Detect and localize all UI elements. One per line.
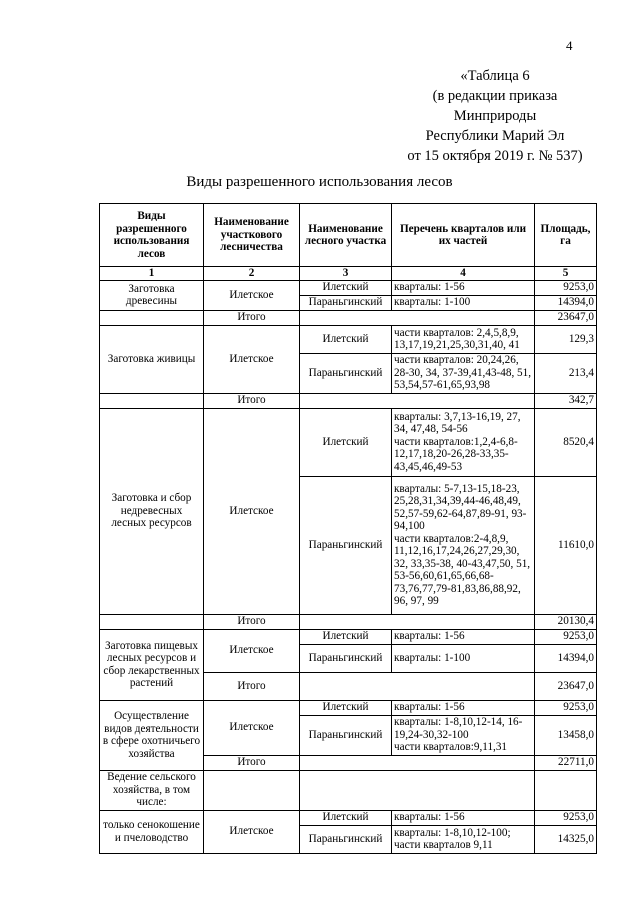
total-area: 22711,0 <box>535 755 597 770</box>
total-area: 342,7 <box>535 393 597 408</box>
plot-cell: Илетский <box>300 280 392 295</box>
empty-cell <box>300 614 535 629</box>
table-row <box>100 770 597 810</box>
table-row <box>100 810 597 825</box>
col-number: 5 <box>535 267 597 281</box>
quarters-cell: кварталы: 1-56 <box>392 700 535 715</box>
empty-cell <box>100 614 204 629</box>
plot-cell: Илетский <box>300 629 392 644</box>
total-label: Итого <box>204 393 300 408</box>
quarters-cell <box>392 408 535 476</box>
quarters-cell: кварталы: 1-56 <box>392 280 535 295</box>
caption-line: Минприроды <box>453 108 537 124</box>
caption-line: от 15 октября 2019 г. № 537) <box>407 148 583 164</box>
quarters-text: кварталы: 1-8,10,12-14, 16-19,24-30,32-100 <box>394 716 523 741</box>
quarters-cell <box>392 476 535 614</box>
empty-cell <box>100 310 204 325</box>
forestry-cell: Илетское <box>204 629 300 672</box>
page-number: 4 <box>566 38 573 53</box>
col-number: 2 <box>204 267 300 281</box>
col-number: 4 <box>392 267 535 281</box>
table-row <box>100 325 597 353</box>
total-area: 23647,0 <box>535 672 597 700</box>
quarters-cell: кварталы: 1-56 <box>392 810 535 825</box>
total-label: Итого <box>204 755 300 770</box>
plot-cell: Илетский <box>300 700 392 715</box>
plot-cell: Параньгинский <box>300 825 392 853</box>
area-cell: 9253,0 <box>535 629 597 644</box>
use-type-cell: только сенокошение и пчеловодство <box>100 810 204 853</box>
column-number-row <box>100 267 597 281</box>
quarter-parts-text: части кварталов:2-4,8,9, 11,12,16,17,24,26,27,29,30, 32, 33,35-38, 40-43,47,50, 51, 53-56,60,61,65,66,68-73,76,77,79-81,83,86,88,92, 96, 97, 99 <box>394 532 531 607</box>
total-area: 23647,0 <box>535 310 597 325</box>
quarter-parts-text: части кварталов:1,2,4-6,8-12,17,18,20-26,28-33,35-43,45,46,49-53 <box>394 435 518 473</box>
plot-cell: Параньгинский <box>300 295 392 310</box>
plot-cell: Илетский <box>300 810 392 825</box>
empty-cell <box>300 755 535 770</box>
quarters-cell: части кварталов: 2,4,5,8,9, 13,17,19,21,25,30,31,40, 41 <box>392 325 535 353</box>
total-label: Итого <box>204 672 300 700</box>
quarters-text: кварталы: 5-7,13-15,18-23, 25,28,31,34,39,44-46,48,49, 52,57-59,62-64,87,89-91, 93-94,100 <box>394 482 527 532</box>
header-quarters: Перечень кварталов или их частей <box>392 204 535 267</box>
total-row <box>100 614 597 629</box>
caption-line: (в редакции приказа <box>432 88 558 104</box>
table-row <box>100 280 597 295</box>
total-row <box>100 393 597 408</box>
use-type-cell: Ведение сельского хозяйства, в том числе: <box>100 770 204 810</box>
plot-cell: Параньгинский <box>300 644 392 672</box>
header-area: Площадь, га <box>535 204 597 267</box>
col-number: 1 <box>100 267 204 281</box>
empty-cell <box>204 770 300 810</box>
area-cell: 9253,0 <box>535 700 597 715</box>
quarter-parts-text: части кварталов:9,11,31 <box>394 741 508 754</box>
quarters-cell: части кварталов: 20,24,26, 28-30, 34, 37-39,41,43-48, 51, 53,54,57-61,65,93,98 <box>392 353 535 393</box>
quarters-text: кварталы: 3,7,13-16,19, 27, 34, 47,48, 54-56 <box>394 410 521 436</box>
forest-use-table <box>99 203 597 854</box>
empty-cell <box>100 393 204 408</box>
col-number: 3 <box>300 267 392 281</box>
use-type-cell: Заготовка живицы <box>100 325 204 393</box>
header-plot: Наименование лесного участка <box>300 204 392 267</box>
empty-cell <box>300 310 535 325</box>
empty-cell <box>300 770 535 810</box>
table-title: Виды разрешенного использования лесов <box>186 174 453 190</box>
total-label: Итого <box>204 310 300 325</box>
total-label: Итого <box>204 614 300 629</box>
area-cell: 9253,0 <box>535 280 597 295</box>
area-cell: 14394,0 <box>535 295 597 310</box>
table-caption <box>380 66 610 166</box>
area-cell: 14394,0 <box>535 644 597 672</box>
use-type-cell: Заготовка пищевых лесных ресурсов и сбор лекарственных растений <box>100 629 204 700</box>
caption-line: Республики Марий Эл <box>425 128 565 144</box>
forestry-cell: Илетское <box>204 280 300 310</box>
plot-cell: Параньгинский <box>300 715 392 755</box>
area-cell: 14325,0 <box>535 825 597 853</box>
forestry-cell: Илетское <box>204 408 300 614</box>
caption-line: «Таблица 6 <box>460 68 530 84</box>
area-cell: 129,3 <box>535 325 597 353</box>
empty-cell <box>300 393 535 408</box>
quarters-cell: кварталы: 1-8,10,12-100; части кварталов 9,11 <box>392 825 535 853</box>
table-row <box>100 700 597 715</box>
plot-cell: Параньгинский <box>300 353 392 393</box>
quarters-cell: кварталы: 1-56 <box>392 629 535 644</box>
forestry-cell: Илетское <box>204 810 300 853</box>
empty-cell <box>535 770 597 810</box>
header-use-type: Виды разрешенного использования лесов <box>100 204 204 267</box>
quarters-cell <box>392 715 535 755</box>
empty-cell <box>300 672 535 700</box>
table-row <box>100 408 597 476</box>
use-type-cell: Осуществление видов деятельности в сфере охотничьего хозяйства <box>100 700 204 770</box>
area-cell: 8520,4 <box>535 408 597 476</box>
total-row <box>100 310 597 325</box>
plot-cell: Илетский <box>300 408 392 476</box>
area-cell: 11610,0 <box>535 476 597 614</box>
area-cell: 9253,0 <box>535 810 597 825</box>
use-type-cell: Заготовка и сбор недревесных лесных ресурсов <box>100 408 204 614</box>
header-forestry: Наименование участкового лесничества <box>204 204 300 267</box>
quarters-cell: кварталы: 1-100 <box>392 295 535 310</box>
plot-cell: Илетский <box>300 325 392 353</box>
header-row <box>100 204 597 267</box>
total-area: 20130,4 <box>535 614 597 629</box>
plot-cell: Параньгинский <box>300 476 392 614</box>
table-row <box>100 629 597 644</box>
area-cell: 213,4 <box>535 353 597 393</box>
quarters-cell: кварталы: 1-100 <box>392 644 535 672</box>
forestry-cell: Илетское <box>204 700 300 755</box>
forestry-cell: Илетское <box>204 325 300 393</box>
use-type-cell: Заготовка древесины <box>100 280 204 310</box>
area-cell: 13458,0 <box>535 715 597 755</box>
